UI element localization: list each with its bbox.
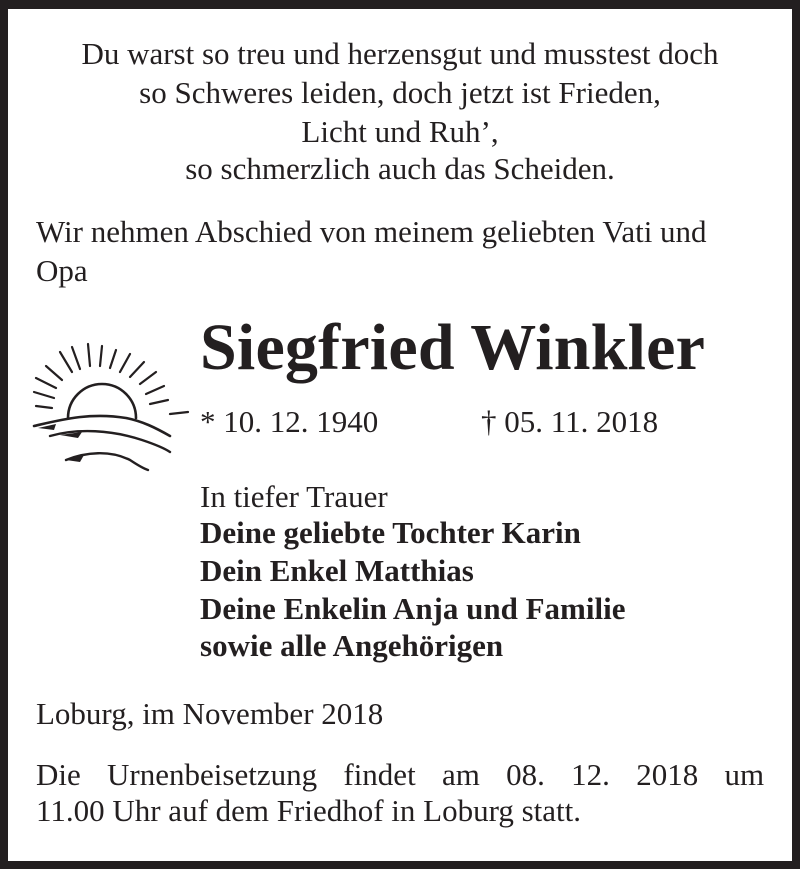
deceased-name: Siegfried Winkler — [200, 311, 706, 384]
farewell-line-2: Opa — [36, 253, 88, 288]
burial-word: findet — [343, 757, 416, 792]
burial-line-2: 11.00 Uhr auf dem Friedhof in Loburg statt. — [36, 793, 581, 828]
verse-line-4: so schmerzlich auch das Scheiden. — [185, 151, 615, 186]
sunrise-over-hills-icon — [30, 336, 192, 474]
burial-line-1 — [36, 756, 764, 794]
burial-word: Urnenbeisetzung — [107, 757, 318, 792]
burial-word: um — [724, 757, 765, 792]
burial-word: Die — [36, 757, 81, 792]
burial-word: 2018 — [636, 757, 699, 792]
mourner-3: Deine Enkelin Anja und Familie — [200, 591, 626, 626]
place-date: Loburg, im November 2018 — [36, 696, 384, 731]
burial-word: 08. — [506, 757, 545, 792]
verse-line-3: Licht und Ruh’, — [301, 114, 499, 149]
mourner-4: sowie alle Angehörigen — [200, 628, 504, 663]
verse-line-2: so Schweres leiden, doch jetzt ist Frieden, — [139, 75, 661, 110]
death-date: † 05. 11. 2018 — [481, 404, 659, 439]
verse-line-1: Du warst so treu und herzensgut und musstest doch — [81, 36, 719, 71]
birth-date: * 10. 12. 1940 — [200, 404, 379, 439]
burial-word: am — [441, 757, 480, 792]
burial-word: 12. — [571, 757, 610, 792]
mourner-1: Deine geliebte Tochter Karin — [200, 515, 581, 550]
farewell-line-1: Wir nehmen Abschied von meinem geliebten Vati und — [36, 214, 707, 249]
mourner-2: Dein Enkel Matthias — [200, 553, 474, 588]
mourning-intro: In tiefer Trauer — [200, 479, 388, 514]
